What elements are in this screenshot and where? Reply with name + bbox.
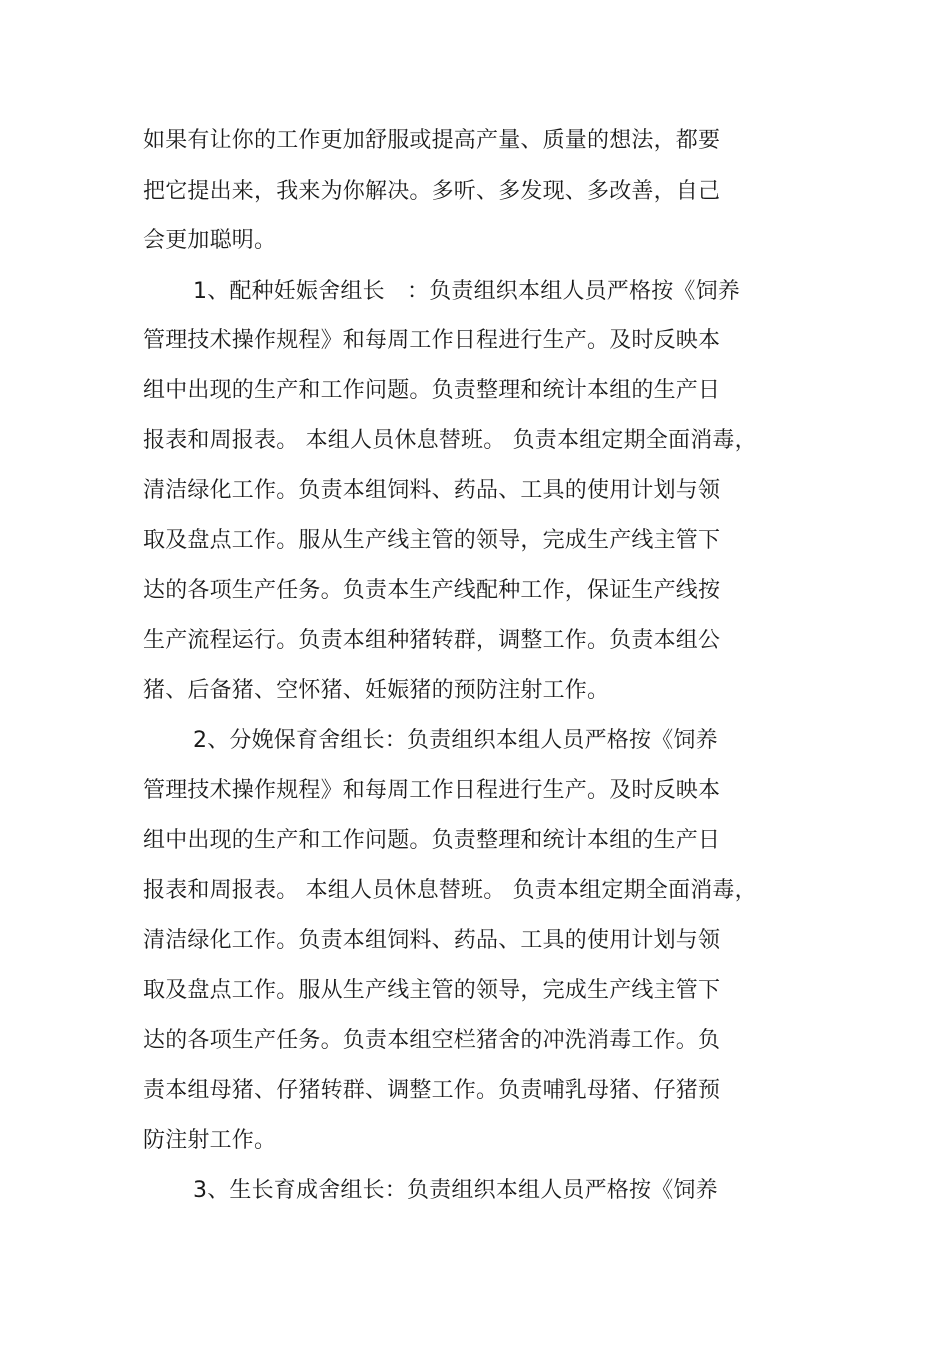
text-line: 管理技术操作规程》和每周工作日程进行生产。及时反映本 [143, 328, 721, 353]
text-line: 报表和周报表。 本组人员休息替班。 负责本组定期全面消毒， [143, 428, 757, 453]
text-line: 报表和周报表。 本组人员休息替班。 负责本组定期全面消毒， [143, 878, 757, 903]
text-line: 达的各项生产任务。负责本生产线配种工作，保证生产线按 [143, 578, 721, 603]
text-line: 取及盘点工作。服从生产线主管的领导，完成生产线主管下 [143, 978, 721, 1003]
text-line: 清洁绿化工作。负责本组饲料、药品、工具的使用计划与领 [143, 478, 721, 503]
text-line: 组中出现的生产和工作问题。负责整理和统计本组的生产日 [143, 828, 721, 853]
text-line: 猪、后备猪、空怀猪、妊娠猪的预防注射工作。 [143, 678, 610, 703]
section-3-heading-line: 3、生长育成舍组长：负责组织本组人员严格按《饲养 [193, 1178, 718, 1203]
text-line: 取及盘点工作。服从生产线主管的领导，完成生产线主管下 [143, 528, 721, 553]
text-line: 生产流程运行。负责本组种猪转群，调整工作。负责本组公 [143, 628, 721, 653]
section-1-heading-line: 1、配种妊娠舍组长 ：负责组织本组人员严格按《饲养 [193, 279, 740, 304]
text-line: 防注射工作。 [143, 1128, 277, 1153]
text-line: 管理技术操作规程》和每周工作日程进行生产。及时反映本 [143, 778, 721, 803]
text-line: 清洁绿化工作。负责本组饲料、药品、工具的使用计划与领 [143, 928, 721, 953]
text-line: 会更加聪明。 [143, 228, 277, 253]
text-line: 组中出现的生产和工作问题。负责整理和统计本组的生产日 [143, 378, 721, 403]
text-line: 达的各项生产任务。负责本组空栏猪舍的冲洗消毒工作。负 [143, 1028, 721, 1053]
text-line: 如果有让你的工作更加舒服或提高产量、质量的想法，都要 [143, 128, 721, 153]
text-line: 责本组母猪、仔猪转群、调整工作。负责哺乳母猪、仔猪预 [143, 1078, 721, 1103]
text-line: 把它提出来，我来为你解决。多听、多发现、多改善，自己 [143, 179, 721, 204]
section-2-heading-line: 2、分娩保育舍组长：负责组织本组人员严格按《饲养 [193, 728, 718, 753]
